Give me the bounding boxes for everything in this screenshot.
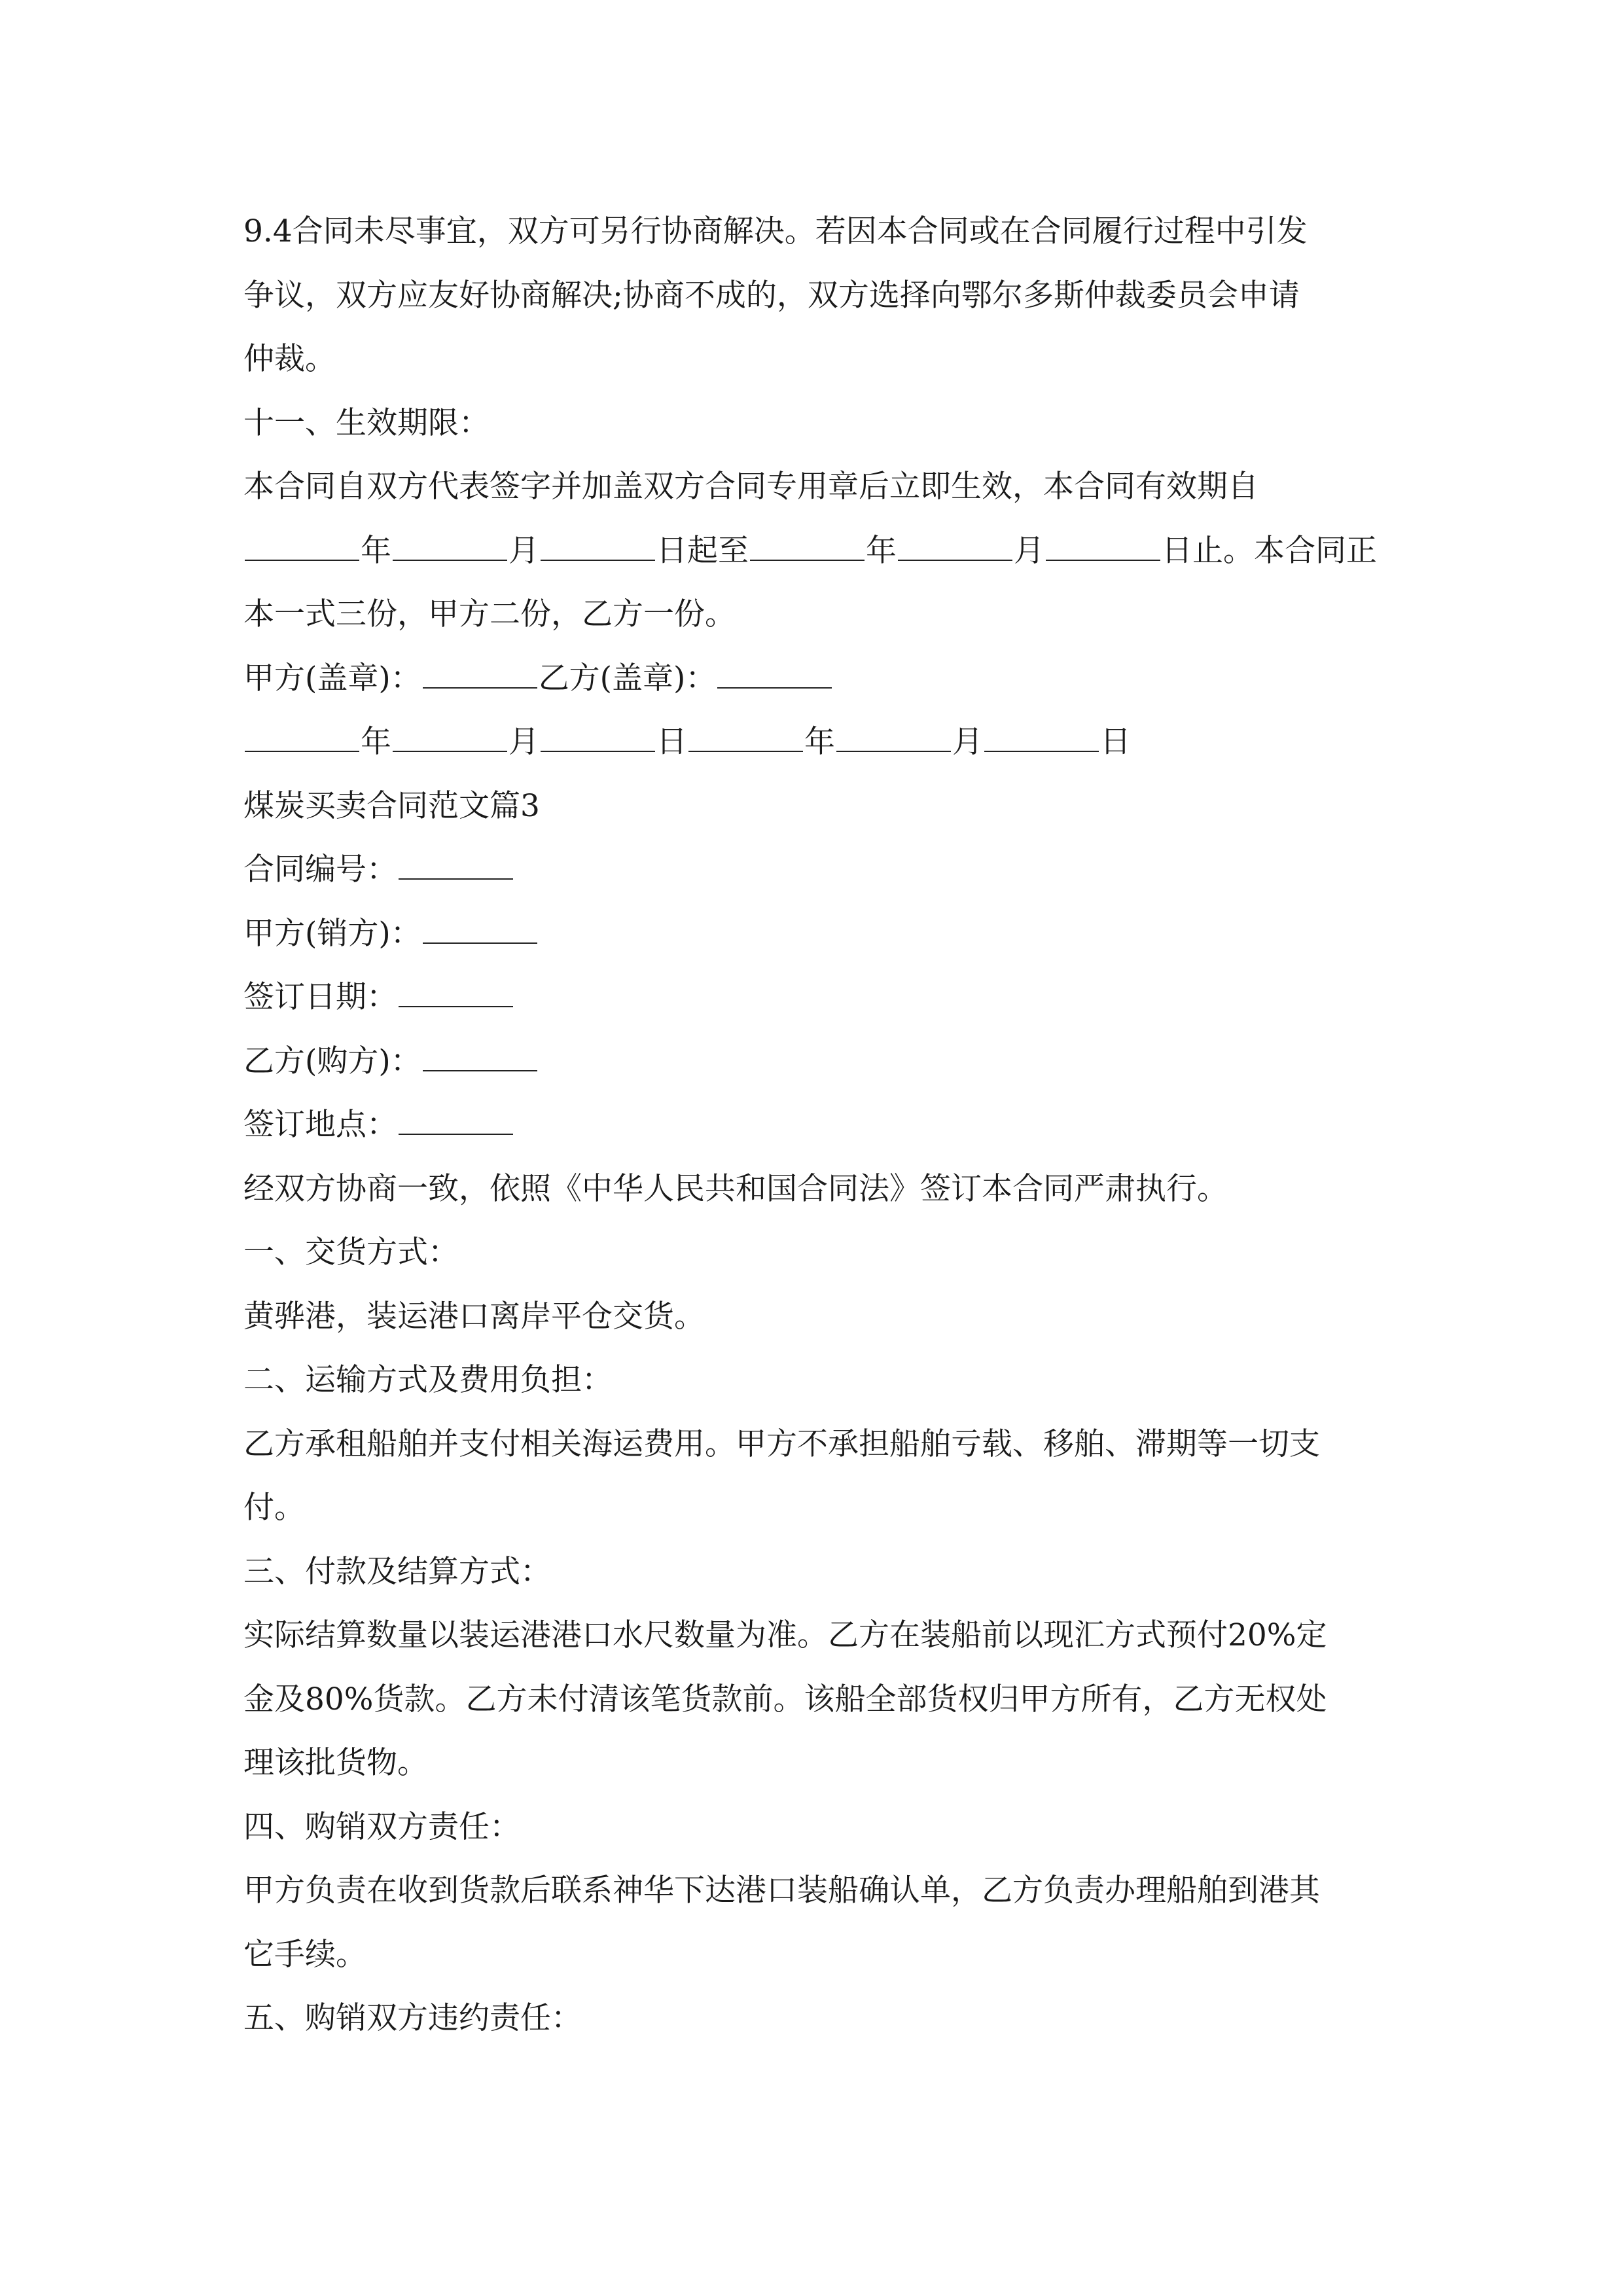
label-year: 年: [361, 532, 391, 569]
seller-label: 甲方(销方)：: [243, 915, 421, 952]
party-b-seal-label: 乙方(盖章)：: [538, 660, 717, 696]
label-day-end: 日止。本合同正: [1162, 532, 1377, 569]
effective-date-range-line: [243, 519, 1382, 583]
field-contract-no: [243, 838, 1382, 902]
section-heading-liability: 五、购销双方违约责任：: [243, 2000, 582, 2036]
label-year: 年: [361, 724, 391, 760]
sign-place-label: 签订地点：: [243, 1107, 397, 1143]
blank-end-month: [898, 559, 1012, 561]
delivery-text: 黄骅港，装运港口离岸平仓交货。: [243, 1298, 705, 1335]
label-day: 日: [1100, 724, 1131, 760]
sign-date-blank: [399, 1005, 513, 1007]
preamble-text: 经双方协商一致，依照《中华人民共和国合同法》签订本合同严肃执行。: [243, 1170, 1228, 1207]
blank-start-day: [541, 559, 655, 561]
payment-text-line-1: 实际结算数量以装运港港口水尺数量为准。乙方在装船前以现汇方式预付20%定: [243, 1617, 1327, 1653]
blank-b-year: [688, 750, 803, 752]
blank-a-month: [393, 750, 507, 752]
section-heading-payment: 三、付款及结算方式：: [243, 1553, 551, 1590]
party-a-seal-blank: [423, 687, 537, 689]
field-sign-place: [243, 1093, 1382, 1157]
party-b-seal-blank: [717, 687, 832, 689]
payment-text-line-3: 理该批货物。: [243, 1745, 428, 1781]
contract-no-blank: [399, 878, 513, 880]
signature-line: [243, 647, 1382, 711]
blank-b-day: [984, 750, 1099, 752]
section-heading-delivery: 一、交货方式：: [243, 1234, 459, 1270]
label-month: 月: [952, 724, 983, 760]
section-heading-responsibilities: 四、购销双方责任：: [243, 1808, 520, 1845]
blank-b-month: [836, 750, 951, 752]
blank-end-day: [1046, 559, 1160, 561]
signature-date-line: [243, 710, 1382, 774]
document-title-3: 煤炭买卖合同范文篇3: [243, 787, 540, 824]
responsibilities-text-line-2: 它手续。: [243, 1936, 366, 1973]
blank-end-year: [750, 559, 865, 561]
contract-no-label: 合同编号：: [243, 852, 397, 888]
payment-text-line-2: 金及80%货款。乙方未付清该笔货款前。该船全部货权归甲方所有，乙方无权处: [243, 1681, 1327, 1717]
clause-9-4-line-3: 仲裁。: [243, 341, 336, 377]
label-day-start: 日起至: [656, 532, 749, 569]
copies-text: 本一式三份，甲方二份，乙方一份。: [243, 596, 736, 632]
field-buyer: [243, 1030, 1382, 1094]
blank-a-year: [245, 750, 359, 752]
buyer-blank: [423, 1069, 537, 1071]
label-month: 月: [508, 724, 539, 760]
sign-date-label: 签订日期：: [243, 979, 397, 1015]
blank-start-year: [245, 559, 359, 561]
transport-text-line-2: 付。: [243, 1490, 305, 1526]
document-page: [243, 200, 1382, 2051]
effective-period-text: 本合同自双方代表签字并加盖双方合同专用章后立即生效，本合同有效期自: [243, 469, 1258, 505]
blank-a-day: [541, 750, 655, 752]
label-year: 年: [804, 724, 835, 760]
sign-place-blank: [399, 1133, 513, 1135]
section-heading-transport: 二、运输方式及费用负担：: [243, 1362, 613, 1398]
label-day: 日: [656, 724, 687, 760]
label-month: 月: [1014, 532, 1044, 569]
label-month: 月: [508, 532, 539, 569]
clause-9-4-line-1: 9.4合同未尽事宜，双方可另行协商解决。若因本合同或在合同履行过程中引发: [243, 213, 1308, 249]
blank-start-month: [393, 559, 507, 561]
section-heading-effective-period: 十一、生效期限：: [243, 404, 490, 441]
buyer-label: 乙方(购方)：: [243, 1043, 421, 1079]
label-year: 年: [866, 532, 897, 569]
seller-blank: [423, 942, 537, 944]
clause-9-4-line-2: 争议，双方应友好协商解决;协商不成的，双方选择向鄂尔多斯仲裁委员会申请: [243, 277, 1300, 314]
responsibilities-text-line-1: 甲方负责在收到货款后联系神华下达港口装船确认单，乙方负责办理船舶到港其: [243, 1873, 1320, 1909]
field-sign-date: [243, 965, 1382, 1030]
field-seller: [243, 902, 1382, 966]
party-a-seal-label: 甲方(盖章)：: [243, 660, 421, 696]
transport-text-line-1: 乙方承租船舶并支付相关海运费用。甲方不承担船舶亏载、移舶、滞期等一切支: [243, 1426, 1320, 1462]
